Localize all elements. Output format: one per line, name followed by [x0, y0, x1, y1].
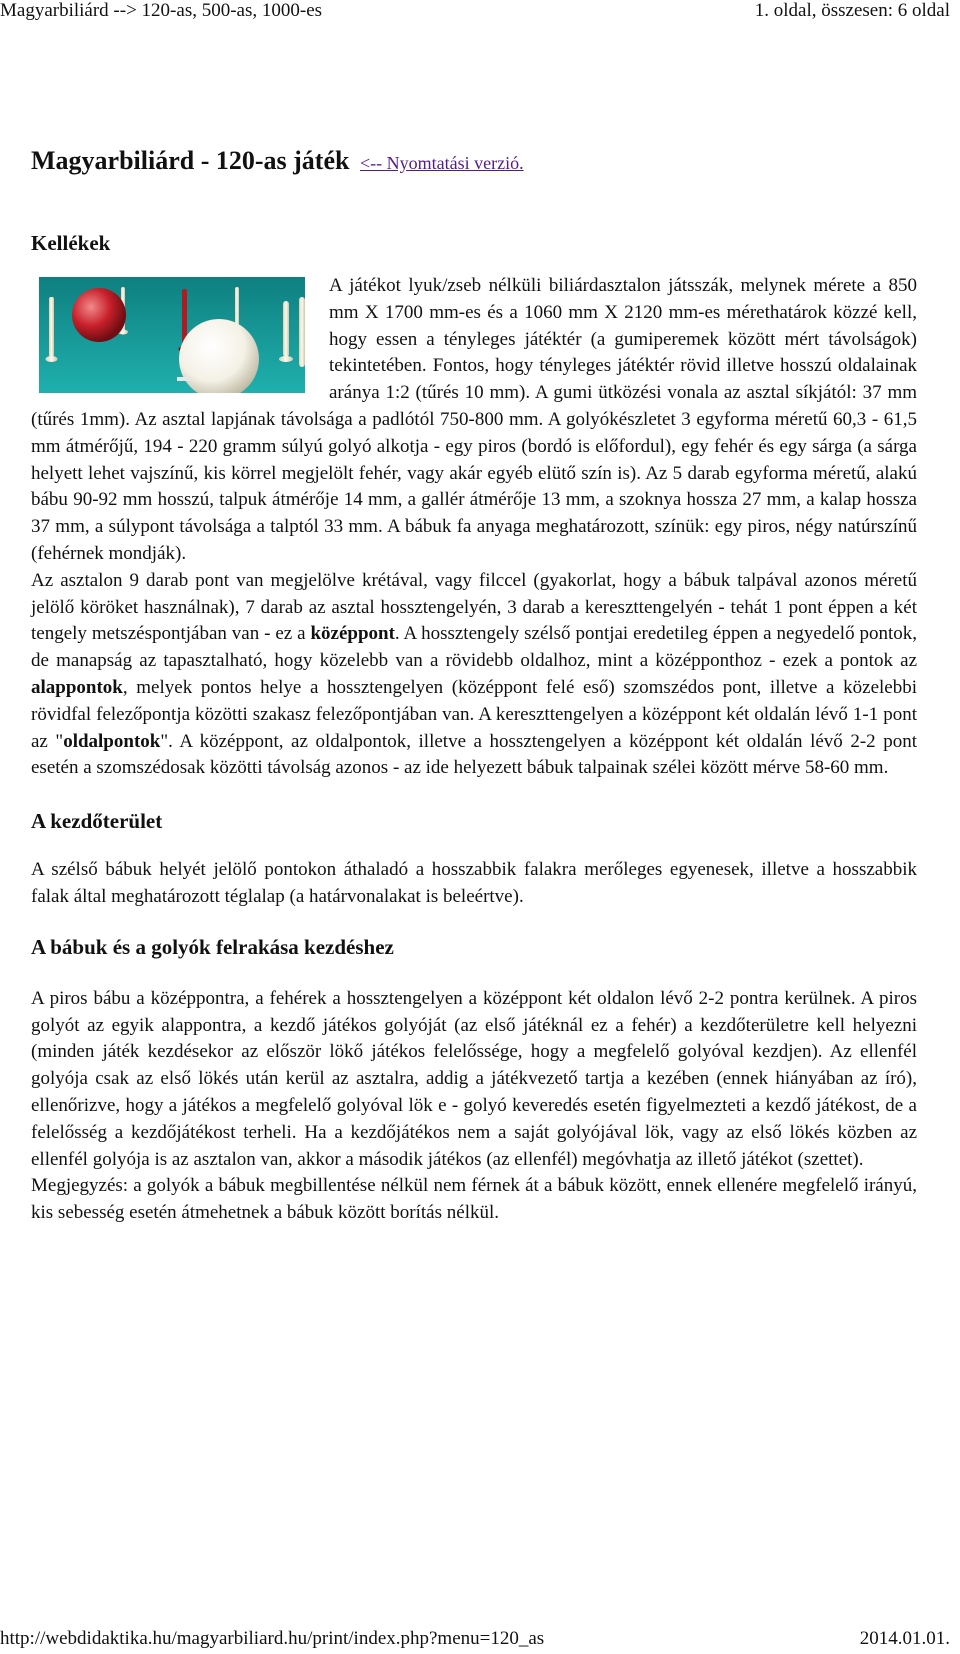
term-alappontok: alappontok: [31, 676, 123, 698]
section-heading-felrakas: A bábuk és a golyók felrakása kezdéshez: [31, 934, 394, 959]
kezdoterulet-paragraph: A szélső bábuk helyét jelölő pontokon áthaladó a hosszabbik falakra merőleges egyenesek, illetve a hosszabbik falak által meghatározott téglalap (a határvonalakat is beleértve).: [31, 859, 917, 907]
page-title-text: Magyarbiliárd - 120-as játék: [31, 146, 350, 175]
header-page-count: 1. oldal, összesen: 6 oldal: [754, 0, 950, 21]
kellekek-paragraph-2: [31, 568, 917, 782]
page-title: [31, 146, 917, 178]
print-version-link[interactable]: <-- Nyomtatási verzió.: [359, 153, 524, 173]
footer-date: 2014.01.01.: [859, 1628, 950, 1649]
p2-text-a: Az asztalon 9 darab pont van megjelölve krétával, vagy filccel (gyakorlat, hogy a bábuk talpával azonos méretű jelölő köröket használnak), 7 darab az asztal hossztengelyén, 3 darab a kereszttengelyén - tehát 1 pont éppen a két tengely metszéspontjában van - ez a: [31, 569, 917, 645]
term-oldalpontok: oldalpontok: [63, 730, 161, 752]
footer-url: http://webdidaktika.hu/magyarbiliard.hu/print/index.php?menu=120_as: [0, 1628, 545, 1649]
section-heading-kezdoterulet: A kezdőterület: [31, 809, 163, 834]
header-title: Magyarbiliárd --> 120-as, 500-as, 1000-es: [0, 0, 323, 21]
document-body: [31, 146, 917, 1227]
p2-text-e: , melyek pontos helye a hossztengelyen (középpont felé eső) szomszédos pont, illetve a közelebbi rövidfal felezőpontja közötti szakasz felezőpontjában van. A kereszttengelyen a középpont két oldalán lévő 1-1 pont az ": [31, 676, 917, 752]
p2-text-g: ". A középpont, az oldalpontok, illetve a hossztengelyen a középpont két oldalán lévő 2-2 pont esetén a szomszédosak közötti távolság azonos - az ide helyezett bábuk talpainak szélei között mérve 58-60 mm.: [31, 730, 918, 779]
p2-text-c: . A hossztengely szélső pontjai eredetileg éppen a negyedelő pontok, de manapság az tapasztalható, hogy közelebb van a rövidebb oldalhoz, mint a középponthoz - ezek a pontok az: [31, 623, 917, 672]
kellekek-section: [31, 273, 917, 782]
page-footer: [0, 1628, 950, 1654]
page-header: [0, 0, 950, 26]
billiard-photo: [39, 277, 305, 393]
felrakas-note: Megjegyzés: a golyók a bábuk megbillentése nélkül nem férnek át a bábuk között, ennek ellenére megfelelő irányú, kis sebesség esetén átmehetnek a bábuk között borítás nélkül.: [31, 1175, 917, 1224]
felrakas-paragraph-1: A piros bábu a középpontra, a fehérek a hossztengelyen a középpont két oldalon lévő 2-2 pontra kerülnek. A piros golyót az egyik alappontra, a kezdő játékos golyóját (az első játéknál ez a fehér) a kezdőterületre kell helyezni (minden játék kezdésekor az először lökő játékos felelőssége, hogy a megfelelő golyóval kezdjen). Az ellenfél golyója csak az első lökés után kerül az asztalra, addig a játékvezető tartja a kezében (ennek hiányában az író), ellenőrizve, hogy a játékos a megfelelő golyóval lök e - golyó keveredés esetén figyelmezteti a kezdő játékost, de a felelősség a kezdőjátékost terheli. Ha a kezdőjátékos nem a saját golyójával lök, vagy az első lökés közben az ellenfél golyója is az asztalon van, akkor a második játékos (az ellenfél) megóvhatja az illető játékot (szettet).: [31, 987, 917, 1170]
section-heading-kellekek: Kellékek: [31, 231, 111, 255]
term-kozeppont: középpont: [310, 623, 395, 645]
kellekek-paragraph-1: A játékot lyuk/zseb nélküli biliárdasztalon játsszák, melynek mérete a 850 mm X 1700 mm-es és a 1060 mm X 2120 mm-es mérethatárok közzé kell, hogy essen a tényleges játéktér (a gumiperemek között mért távolságok) tekintetében. Fontos, hogy tényleges játéktér rövid illetve hosszú oldalainak aránya 1:2 (tűrés 10 mm). A gumi ütközési vonala az asztal síkjától: 37 mm (tűrés 1mm). Az asztal lapjának távolsága a padlótól 750-800 mm. A golyókészletet 3 egyforma méretű 60,3 - 61,5 mm átmérőjű, 194 - 220 gramm súlyú golyó alkotja - egy piros (bordó is előfordul), egy fehér és egy sárga (a sárga helyett lehet vajszínű, kis körrel megjelölt fehér, vagy akár egyéb elütő szín is). Az 5 darab egyforma méretű, alakú bábu 90-92 mm hosszú, talpuk átmérője 14 mm, a gallér átmérője 13 mm, a szoknya hossza 27 mm, a kalap hossza 37 mm, a súlypont távolsága a talptól 33 mm. A bábuk fa anyaga meghatározott, színük: egy piros, négy natúrszínű (fehérnek mondják).: [31, 275, 917, 564]
